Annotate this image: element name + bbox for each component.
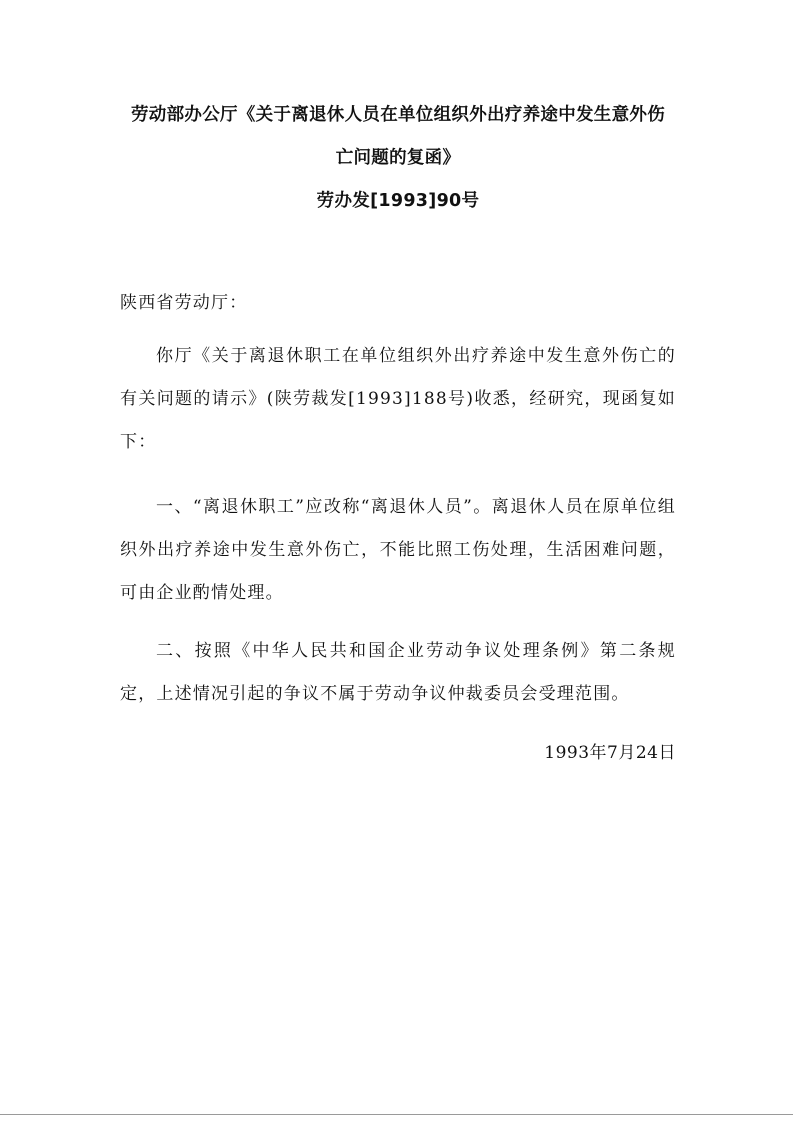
title-line-1: 劳动部办公厅《关于离退休人员在单位组织外出疗养途中发生意外伤 — [131, 105, 665, 125]
document-title — [120, 94, 676, 223]
document-date: 1993年7月24日 — [544, 743, 676, 763]
salutation: 陕西省劳动厅： — [120, 293, 248, 313]
title-line-2: 亡问题的复函》 — [335, 148, 461, 168]
paragraph-intro: 你厅《关于离退休职工在单位组织外出疗养途中发生意外伤亡的有关问题的请示》(陕劳裁发[1993]188号)收悉，经研究，现函复如下： — [120, 346, 676, 452]
page-bottom-divider — [0, 1114, 793, 1115]
document-number: 劳办发[1993]90号 — [316, 191, 480, 211]
paragraph-point-two: 二、按照《中华人民共和国企业劳动争议处理条例》第二条规定，上述情况引起的争议不属于劳动争议仲裁委员会受理范围。 — [120, 641, 676, 704]
paragraph-point-one: 一、“离退休职工”应改称“离退休人员”。离退休人员在原单位组织外出疗养途中发生意外伤亡，不能比照工伤处理，生活困难问题，可由企业酌情处理。 — [120, 497, 676, 603]
